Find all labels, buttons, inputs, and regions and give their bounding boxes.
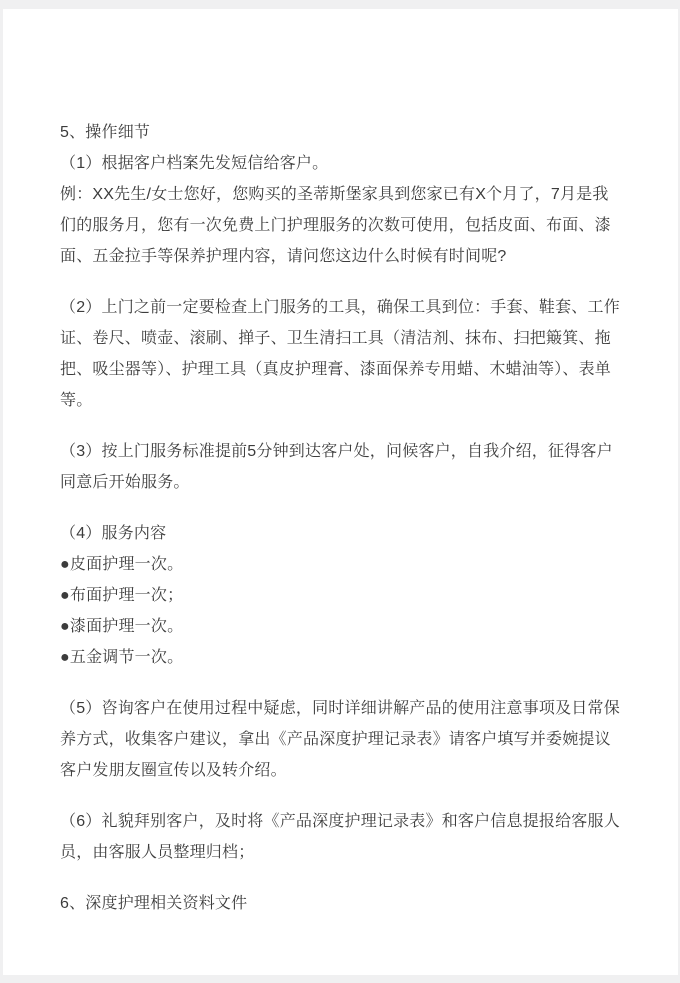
step-3-paragraph: （3）按上门服务标准提前5分钟到达客户处，问候客户，自我介绍，征得客户同意后开始服务。 [60, 443, 613, 491]
step-2-paragraph: （2）上门之前一定要检查上门服务的工具，确保工具到位：手套、鞋套、工作证、卷尺、喷壶、滚刷、掸子、卫生清扫工具（清洁剂、抹布、扫把簸箕、拖把、吸尘器等）、护理工具（真皮护理膏、漆面保养专用蜡、木蜡油等）、表单等。 [60, 299, 620, 409]
document-page [3, 9, 678, 975]
service-items-list [60, 549, 622, 673]
service-item-fabric: ●布面护理一次； [60, 587, 184, 604]
step-6-paragraph: （6）礼貌拜别客户，及时将《产品深度护理记录表》和客户信息提报给客服人员，由客服人员整理归档； [60, 813, 620, 861]
section-6-heading: 6、深度护理相关资料文件 [60, 895, 248, 912]
step-4-heading: （4）服务内容 [60, 525, 167, 542]
sms-example-paragraph: 例：XX先生/女士您好，您购买的圣蒂斯堡家具到您家已有X个月了，7月是我们的服务月，您有一次免费上门护理服务的次数可使用，包括皮面、布面、漆面、五金拉手等保养护理内容，请问您这边什么时候有时间呢? [60, 186, 611, 265]
service-item-leather: ●皮面护理一次。 [60, 556, 184, 573]
page-content [3, 9, 678, 919]
service-item-paint: ●漆面护理一次。 [60, 618, 184, 635]
step-5-paragraph: （5）咨询客户在使用过程中疑虑，同时详细讲解产品的使用注意事项及日常保养方式，收集客户建议，拿出《产品深度护理记录表》请客户填写并委婉提议客户发朋友圈宣传以及转介绍。 [60, 700, 620, 779]
service-item-hardware: ●五金调节一次。 [60, 649, 184, 666]
section-5-heading: 5、操作细节 [60, 124, 151, 141]
step-1-paragraph: （1）根据客户档案先发短信给客户。 [60, 155, 329, 172]
